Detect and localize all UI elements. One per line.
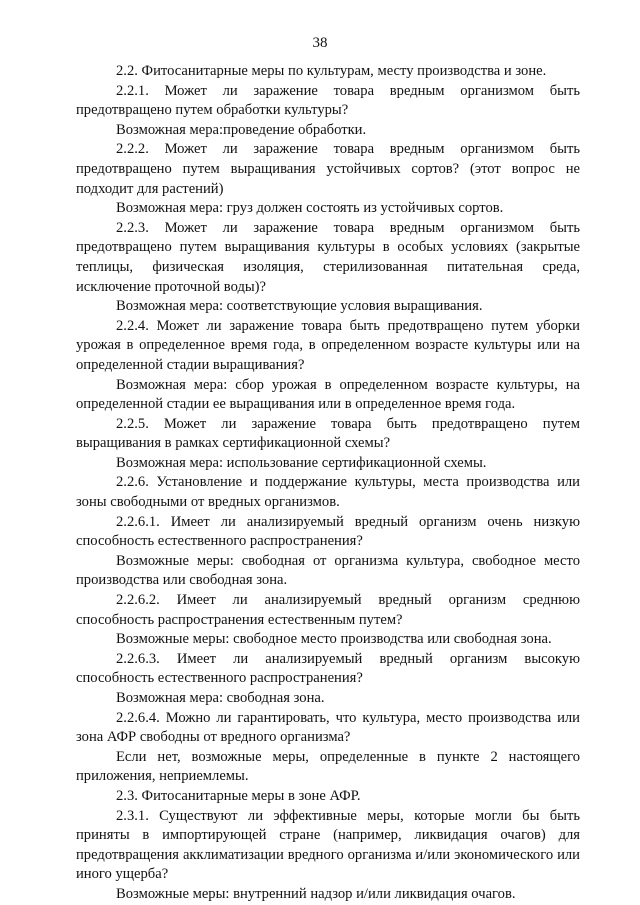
measure-2-2-3: Возможная мера: соответствующие условия выращивания. — [116, 298, 483, 315]
page-number: 38 — [312, 35, 328, 51]
section-heading-2-2: 2.2. Фитосанитарные меры по культурам, месту производства и зоне. — [116, 63, 547, 79]
question-2-2-6-3: 2.2.6.3. Имеет ли анализируемый вредный организм высокую способность естественного распространения? — [76, 650, 580, 687]
question-2-2-3: 2.2.3. Может ли заражение товара вредным организмом быть предотвращено путем выращивания культуры в особых условиях (закрытые теплицы, физическая изоляция, стерилизованная питательная среда, исключение проточной воды)? — [76, 219, 580, 295]
measure-2-2-6-3: Возможная мера: свободная зона. — [116, 690, 325, 706]
question-2-2-2: 2.2.2. Может ли заражение товара вредным организмом быть предотвращено путем выращивания устойчивых сортов? (этот вопрос не подходит для растений) — [76, 141, 580, 197]
measure-2-2-1: Возможная мера:проведение обработки. — [116, 121, 367, 138]
measure-2-2-5: Возможная мера: использование сертификационной схемы. — [116, 454, 487, 471]
measure-2-2-4: Возможная мера: сбор урожая в определенном возрасте культуры, на определенной стадии ее выращивания или в определенное время года. — [76, 376, 580, 413]
measure-2-3-1: Возможные меры: внутренний надзор и/или ликвидация очагов. — [116, 885, 516, 902]
question-2-2-1: 2.2.1. Может ли заражение товара вредным организмом быть предотвращено путем обработки культуры? — [76, 82, 580, 119]
measure-2-2-6-2: Возможные меры: свободное место производства или свободная зона. — [116, 631, 552, 648]
section-2-2-6: 2.2.6. Установление и поддержание культуры, места производства или зоны свободными от вредных организмов. — [76, 474, 580, 511]
section-heading-2-3: 2.3. Фитосанитарные меры в зоне АФР. — [116, 787, 361, 804]
measure-2-2-6-1: Возможные меры: свободная от организма культура, свободное место производства или свободная зона. — [76, 552, 580, 589]
document-body — [76, 62, 580, 905]
question-2-2-6-1: 2.2.6.1. Имеет ли анализируемый вредный организм очень низкую способность естественного распространения? — [76, 513, 580, 550]
question-2-2-4: 2.2.4. Может ли заражение товара быть предотвращено путем уборки урожая в определенное время года, в определенном возрасте культуры или на определенной стадии выращивания? — [76, 317, 580, 373]
question-2-3-1: 2.3.1. Существуют ли эффективные меры, которые могли бы быть приняты в импортирующей стране (например, ликвидация очагов) для предотвращения акклиматизации вредного организма и/или экономического или иного ущерба? — [76, 807, 580, 883]
question-2-2-5: 2.2.5. Может ли заражение товара быть предотвращено путем выращивания в рамках сертификационной схемы? — [76, 415, 580, 452]
note-2-2-6-4: Если нет, возможные меры, определенные в пункте 2 настоящего приложения, неприемлемы. — [76, 748, 580, 785]
question-2-2-6-4: 2.2.6.4. Можно ли гарантировать, что культура, место производства или зона АФР свободны от вредного организма? — [76, 709, 580, 746]
measure-2-2-2: Возможная мера: груз должен состоять из устойчивых сортов. — [116, 200, 504, 217]
question-2-2-6-2: 2.2.6.2. Имеет ли анализируемый вредный организм среднюю способность распространения естественным путем? — [76, 592, 580, 628]
